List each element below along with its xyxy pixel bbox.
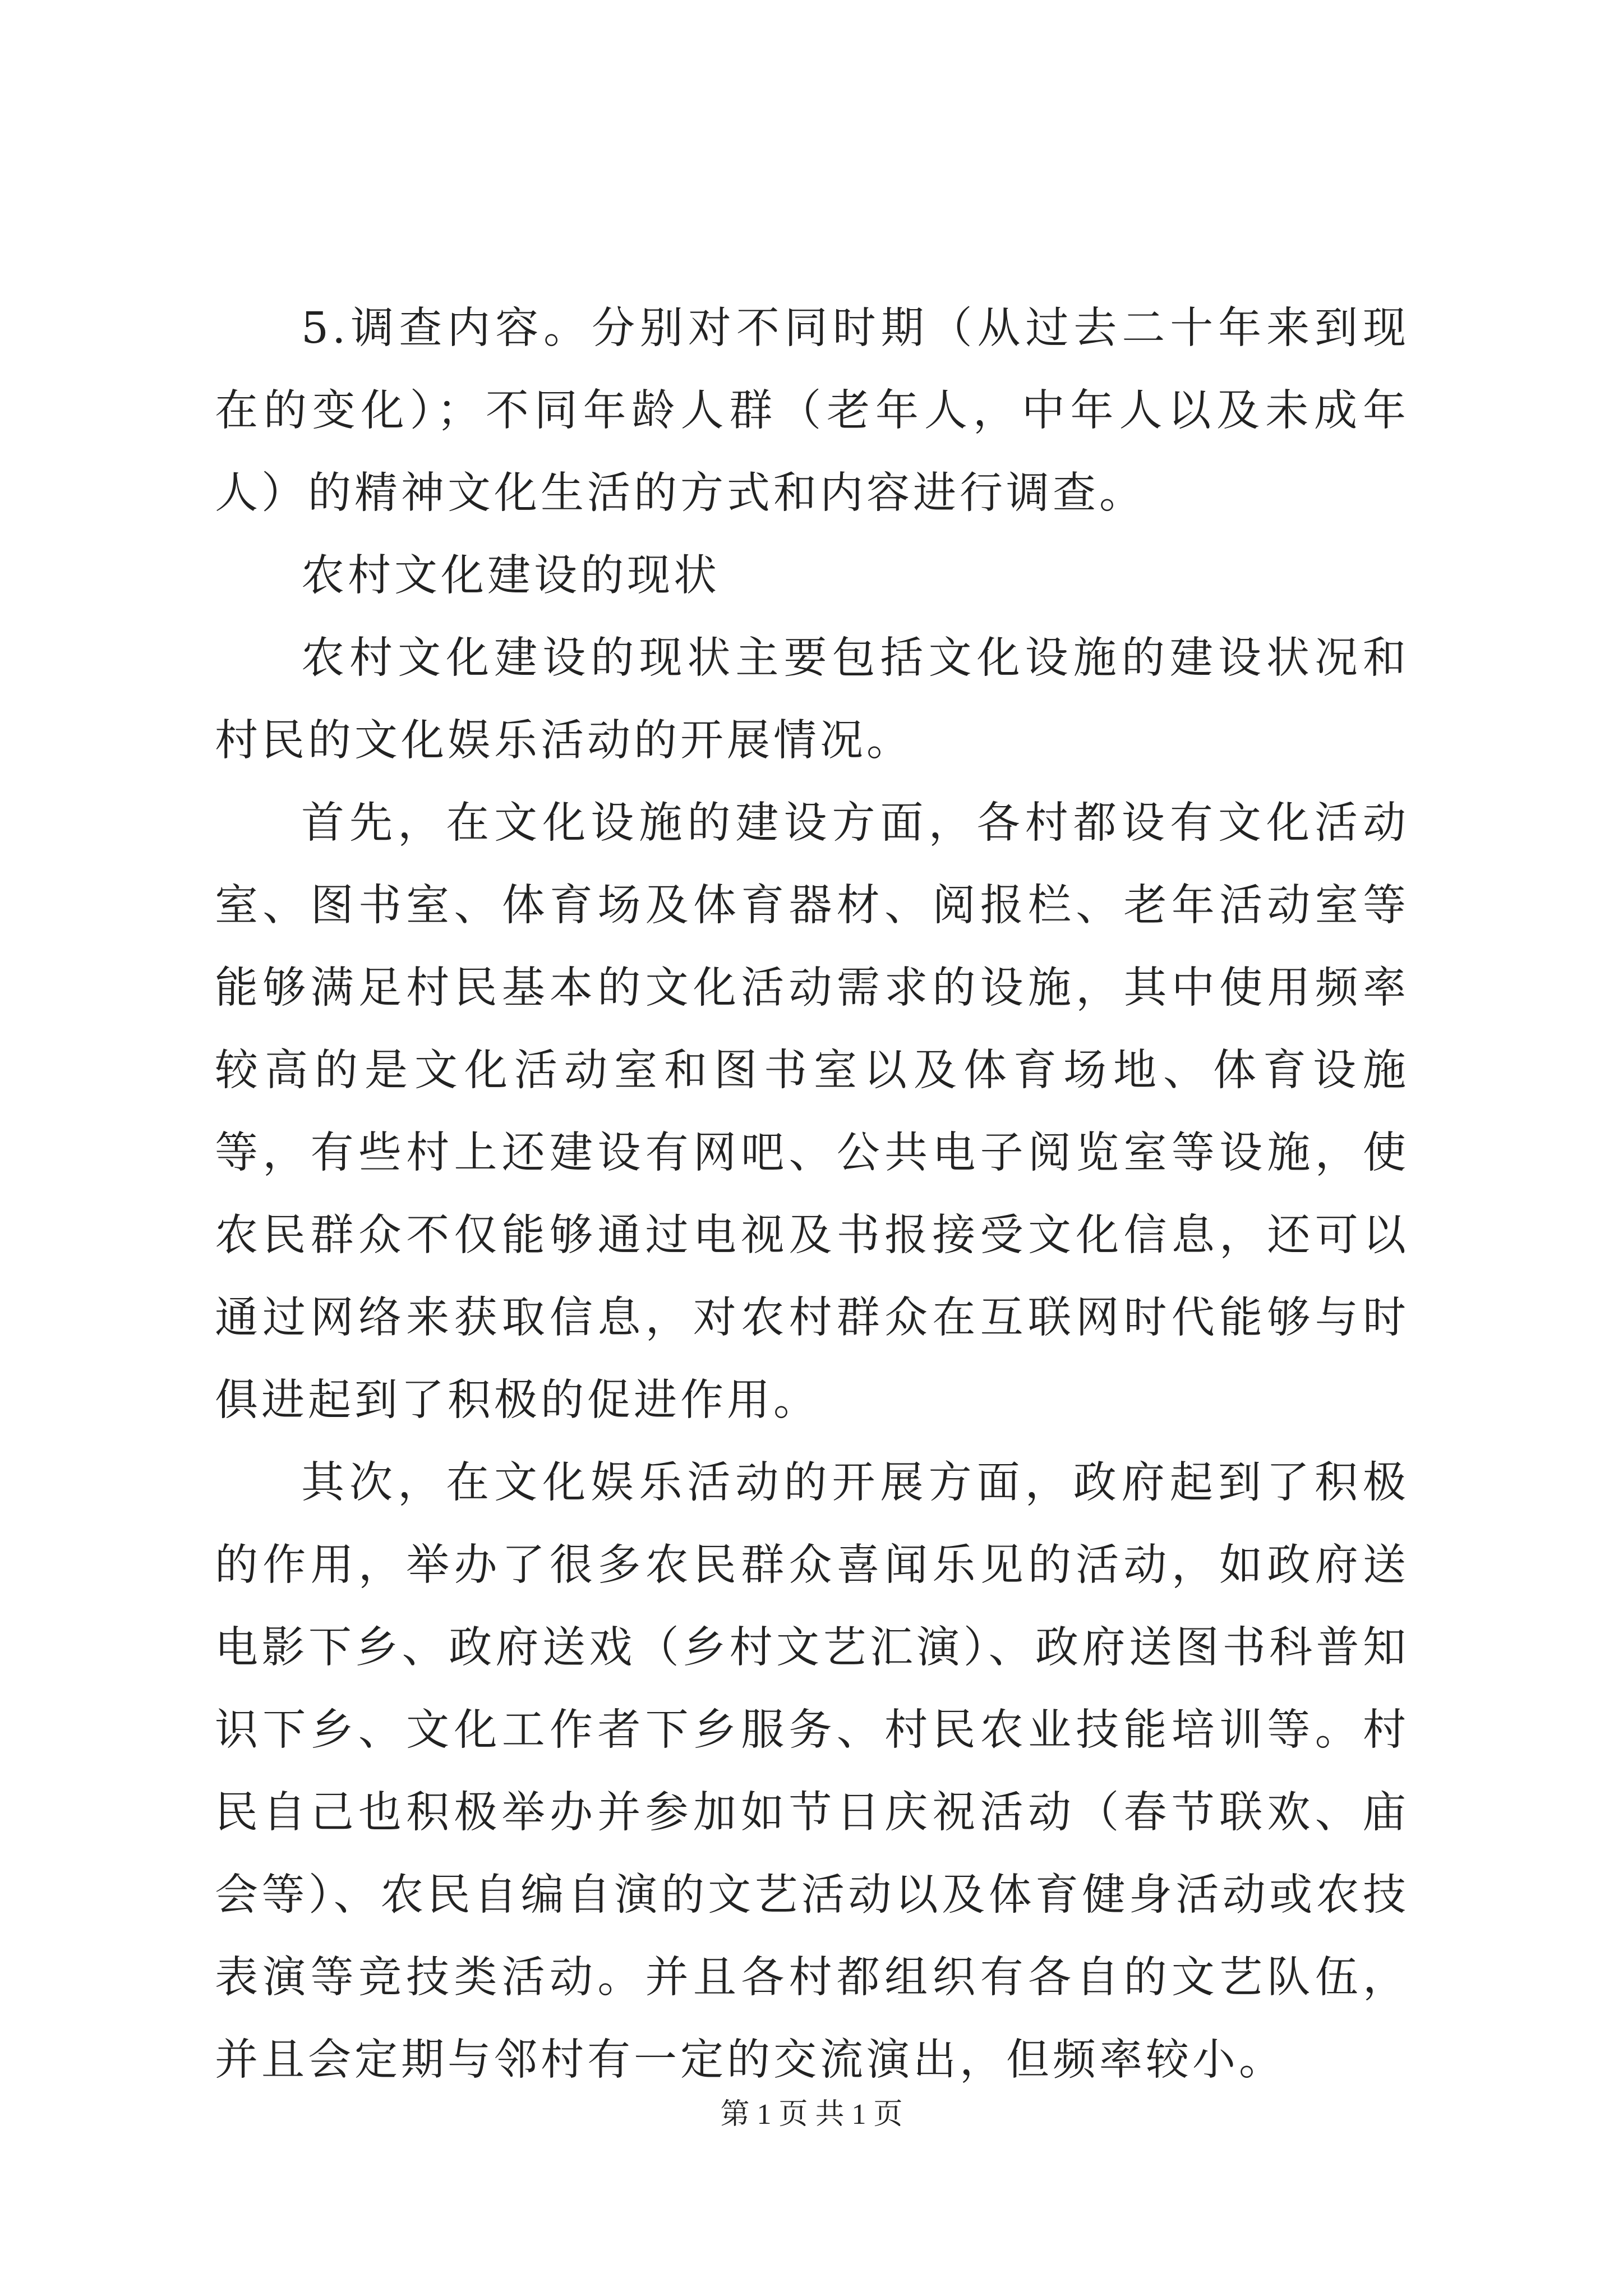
paragraph-status-overview: 农村文化建设的现状主要包括文化设施的建设状况和村民的文化娱乐活动的开展情况。: [215, 633, 1409, 766]
paragraph-facilities: 首先，在文化设施的建设方面，各村都设有文化活动室、图书室、体育场及体育器材、阅报栏、老年活动室等能够满足村民基本的文化活动需求的设施，其中使用频率较高的是文化活动室和图书室以及体育场地、体育设施等，有些村上还建设有网吧、公共电子阅览室等设施，使农民群众不仅能够通过电视及书报接受文化信息，还可以通过网络来获取信息，对农村群众在互联网时代能够与时俱进起到了积极的促进作用。: [215, 798, 1409, 1425]
document-body: [215, 287, 1409, 2101]
page-footer: 第 1 页 共 1 页: [720, 2099, 903, 2131]
paragraph-survey-content: 5.调查内容。分别对不同时期（从过去二十年来到现在的变化）；不同年龄人群（老年人，中年人以及未成年人）的精神文化生活的方式和内容进行调查。: [215, 303, 1409, 518]
paragraph-activities: 其次，在文化娱乐活动的开展方面，政府起到了积极的作用，举办了很多农民群众喜闻乐见的活动，如政府送电影下乡、政府送戏（乡村文艺汇演）、政府送图书科普知识下乡、文化工作者下乡服务、村民农业技能培训等。村民自己也积极举办并参加如节日庆祝活动（春节联欢、庙会等）、农民自编自演的文艺活动以及体育健身活动或农技表演等竞技类活动。并且各村都组织有各自的文艺队伍，并且会定期与邻村有一定的交流演出，但频率较小。: [215, 1458, 1409, 2085]
section-heading: 农村文化建设的现状: [301, 551, 720, 601]
